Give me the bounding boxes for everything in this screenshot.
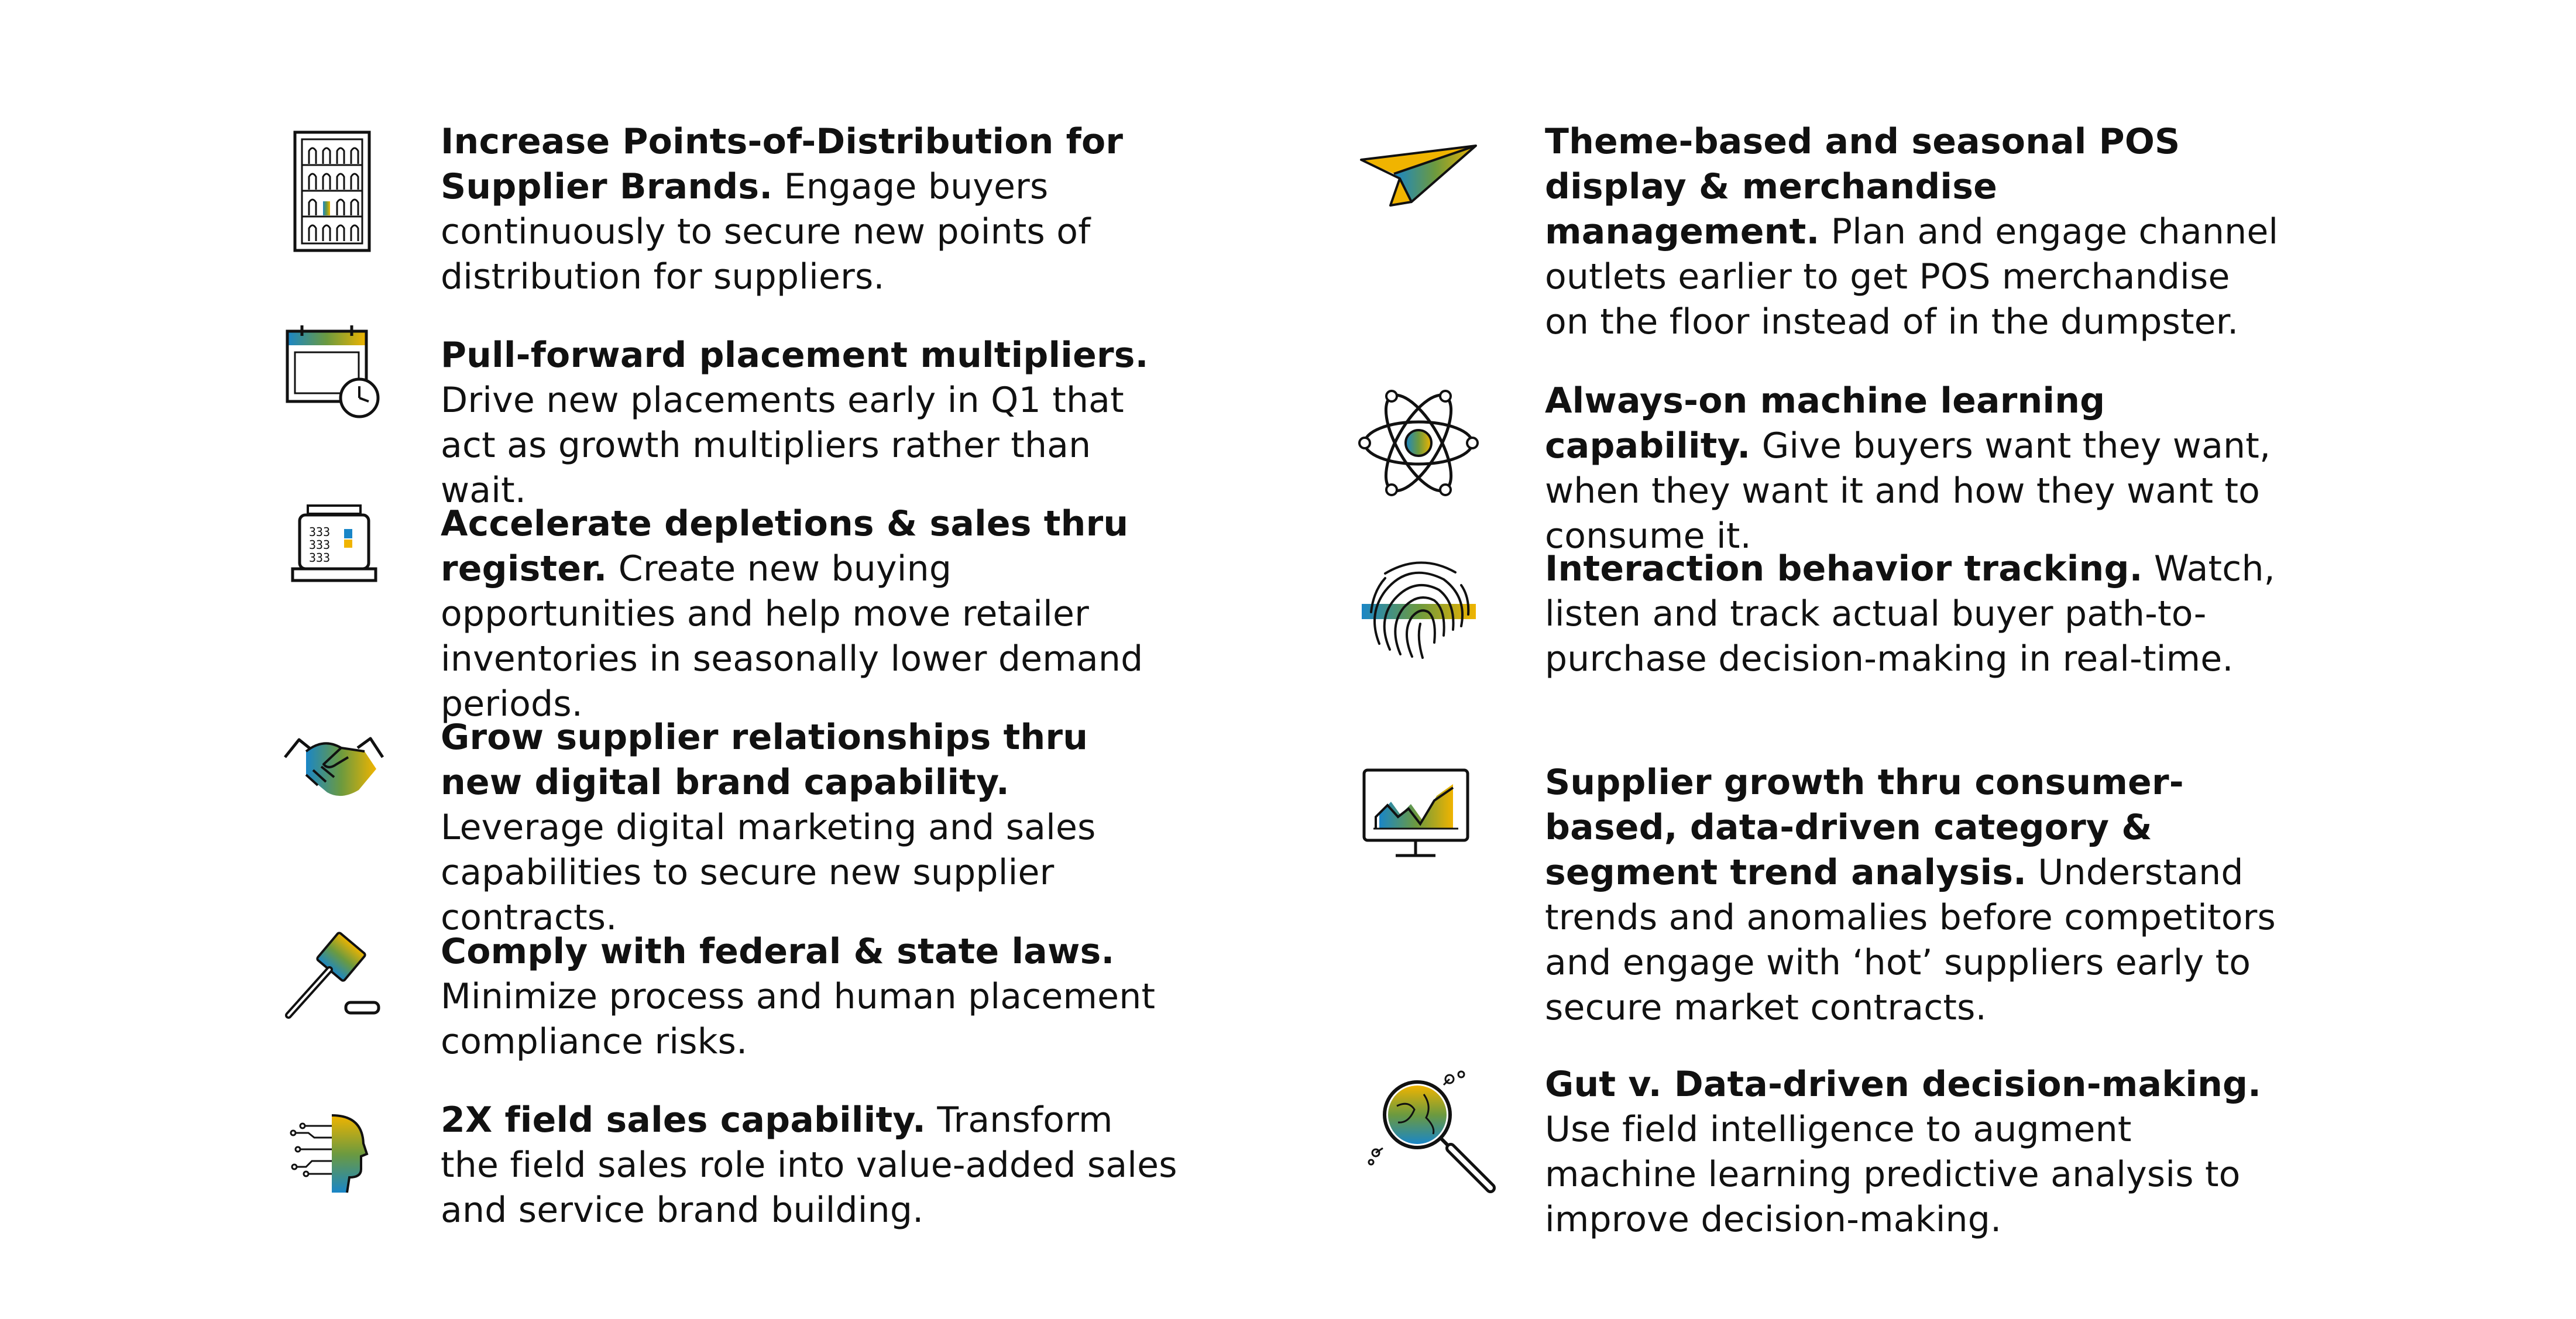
feature-title: Gut v. Data-driven decision-making. (1545, 1064, 2262, 1105)
atom-icon (1362, 383, 1476, 503)
feature-title: Comply with federal & state laws. (441, 931, 1115, 972)
feature-title: Interaction behavior tracking. (1545, 548, 2143, 589)
feature-body: Transform the field sales role into value-added sales and service brand building. (441, 1100, 1177, 1231)
feature-body: Drive new placements early in Q1 that act as growth multipliers rather than wait. (441, 380, 1124, 511)
shelf-display-icon (293, 130, 372, 253)
feature-text (1545, 1062, 2282, 1242)
feature-text (1545, 119, 2282, 345)
feature-body: Create new buying opportunities and help move retailer inventories in seasonally lower demand periods. (441, 548, 1143, 724)
feature-body: Watch, listen and track actual buyer path-to-purchase decision-making in real-time. (1545, 548, 2275, 679)
feature-body: Give buyers want they want, when they want it and how they want to consume it. (1545, 425, 2271, 557)
magnifier-globe-icon (1368, 1071, 1499, 1197)
monitor-chart-icon (1362, 768, 1470, 861)
svg-text:333: 333 (309, 538, 331, 552)
feature-title: Pull-forward placement multipliers. (441, 335, 1149, 376)
feature-title: Grow supplier relationships thru new digital brand capability. (441, 717, 1088, 803)
feature-title: Always-on machine learning capability. (1545, 380, 2106, 466)
feature-title: Increase Points-of-Distribution for Supplier Brands. (441, 121, 1124, 207)
digital-head-icon (291, 1113, 367, 1195)
feature-text (1545, 547, 2282, 682)
calendar-clock-icon (284, 323, 381, 420)
feature-text (441, 1098, 1178, 1233)
gavel-icon (283, 933, 382, 1021)
feature-body: Leverage digital marketing and sales capabilities to secure new supplier contracts. (441, 807, 1096, 938)
svg-text:333: 333 (309, 551, 331, 565)
feature-body: Understand trends and anomalies before competitors and engage with ‘hot’ suppliers early to secure market contracts. (1545, 852, 2276, 1028)
fingerprint-icon (1362, 556, 1476, 661)
feature-text (441, 119, 1178, 300)
feature-text (441, 929, 1178, 1064)
feature-body: Plan and engage channel outlets earlier to get POS merchandise on the floor instead of in the dumpster. (1545, 211, 2279, 342)
feature-body: Engage buyers continuously to secure new points of distribution for suppliers. (441, 166, 1091, 297)
feature-title: 2X field sales capability. (441, 1100, 926, 1141)
feature-text (441, 715, 1178, 940)
feature-body: Minimize process and human placement compliance risks. (441, 976, 1156, 1062)
feature-title: Supplier growth thru consumer-based, data-driven category & segment trend analysis. (1545, 762, 2184, 893)
feature-title: Accelerate depletions & sales thru register. (441, 503, 1129, 589)
svg-text:333: 333 (309, 525, 331, 539)
feature-text (441, 502, 1178, 727)
feature-text (441, 333, 1178, 513)
feature-text (1545, 760, 2282, 1031)
feature-body: Use field intelligence to augment machine learning predictive analysis to improve decision-making. (1545, 1109, 2241, 1240)
feature-title: Theme-based and seasonal POS display & merchandise management. (1545, 121, 2180, 252)
handshake-icon (283, 731, 385, 805)
feature-text (1545, 379, 2282, 559)
cash-register-icon (290, 503, 378, 585)
paper-plane-icon (1359, 143, 1479, 208)
